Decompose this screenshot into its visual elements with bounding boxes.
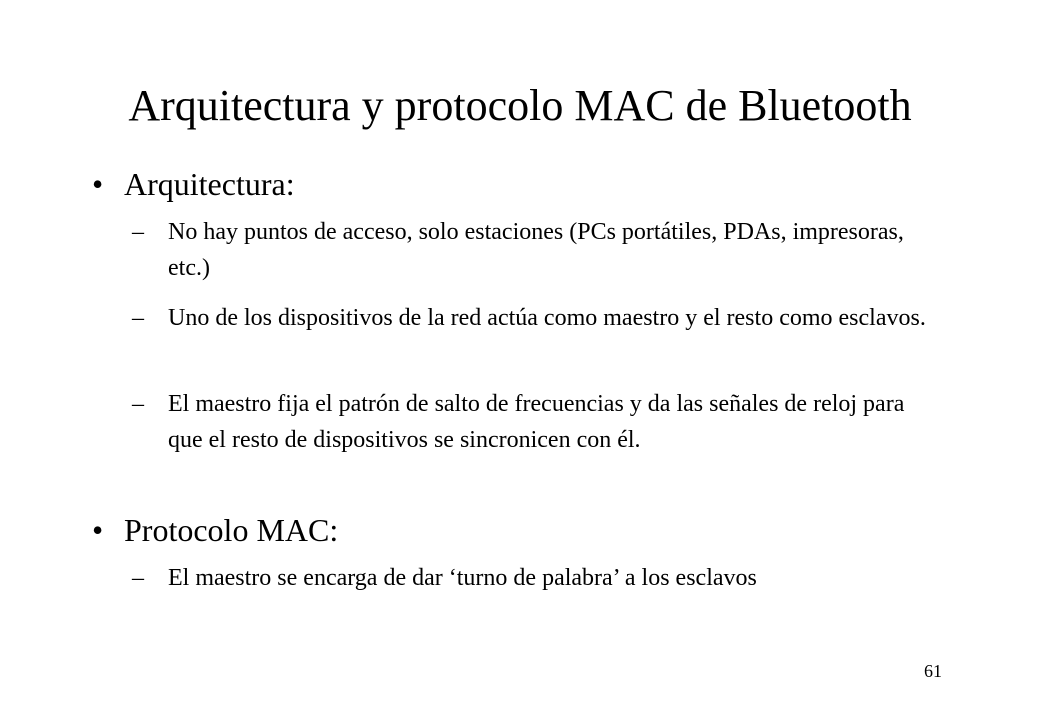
sub-item — [132, 386, 932, 458]
bullet-heading: Arquitectura: — [124, 166, 295, 202]
sub-item — [132, 300, 932, 336]
bullet-mark: • — [92, 166, 104, 202]
sub-item-text: El maestro se encarga de dar ‘turno de palabra’ a los esclavos — [168, 565, 757, 591]
dash-mark: – — [132, 391, 144, 417]
bullet-heading: Protocolo MAC: — [124, 512, 339, 548]
dash-mark: – — [132, 305, 144, 331]
sub-item — [132, 560, 932, 596]
page-number: 61 — [924, 661, 942, 681]
sub-item-text: No hay puntos de acceso, solo estaciones (PCs portátiles, PDAs, impresoras, etc.) — [168, 219, 904, 281]
sub-item — [132, 214, 932, 286]
dash-mark: – — [132, 219, 144, 245]
sub-item-text: El maestro fija el patrón de salto de frecuencias y da las señales de reloj para que el resto de dispositivos se sincronicen con él. — [168, 391, 905, 453]
sub-item-text: Uno de los dispositivos de la red actúa como maestro y el resto como esclavos. — [168, 305, 926, 331]
slide-title: Arquitectura y protocolo MAC de Bluetooth — [128, 81, 912, 130]
dash-mark: – — [132, 565, 144, 591]
bullet-mark: • — [92, 512, 104, 548]
